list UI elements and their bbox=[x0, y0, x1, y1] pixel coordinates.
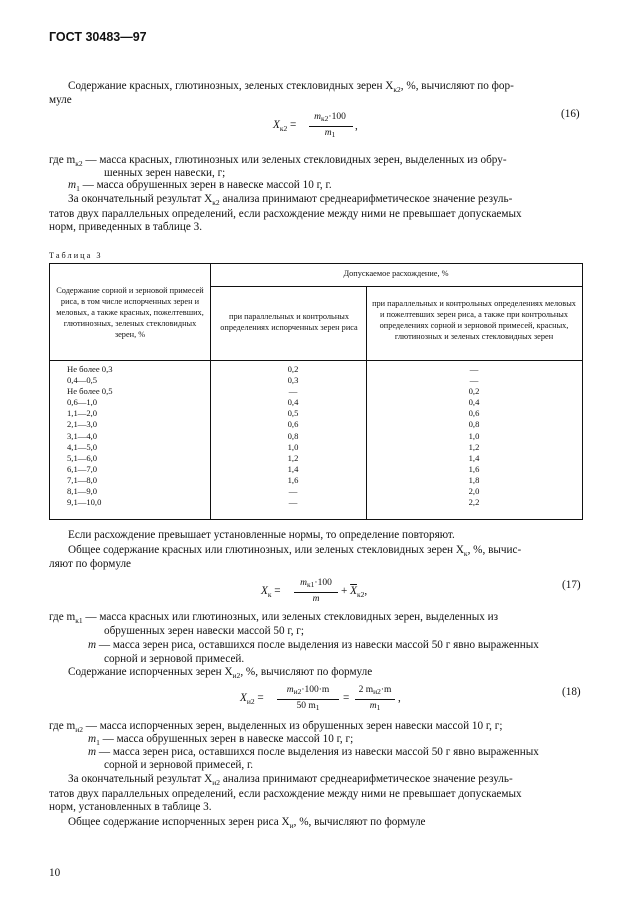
table-col1-header: Содержание сорной и зерновой примесей риса, в том числе испорченных зерен и меловых, а также красных, пожелтевших, глютинозных, зеленых стекловидных зерен, % bbox=[56, 286, 204, 339]
table-cell-c2: 0,4 bbox=[287, 397, 299, 408]
table-col2-header: при параллельных и контрольных определениях испорченных зерен риса bbox=[220, 312, 358, 332]
where3-line1: где $m_{и2}$ — масса испорченных зерен, выделенных из обрушенных зерен навески массой 10 г, г; bbox=[49, 720, 503, 734]
where2-m-line1: m — масса зерен риса, оставшихся после выделения из навески массой 50 г явно выраженных bbox=[88, 639, 539, 651]
para1-line1: Содержание красных, глютинозных, зеленых стекловидных зерен $X_{к2}$, %, вычисляют по фор- bbox=[68, 80, 514, 94]
table-group-header: Допускаемое расхождение, % bbox=[343, 269, 449, 278]
table-cell-c3: 1,4 bbox=[468, 452, 480, 463]
para6-line1: За окончательный результат $X_{и2}$ анализа принимают среднеарифметическое значение резуль- bbox=[68, 773, 513, 787]
table-cell-range: Не более 0,5 bbox=[67, 386, 113, 397]
where1-m1: $m_1$ — масса обрушенных зерен в навеске массой 10 г, г. bbox=[68, 179, 332, 193]
table-cell-c3: 0,8 bbox=[468, 419, 480, 430]
table-col-range bbox=[67, 364, 113, 508]
table-cell-range: 2,1—3,0 bbox=[67, 419, 98, 430]
para1-line2: муле bbox=[49, 94, 72, 106]
where3-m-line1: m — масса зерен риса, оставшихся после выделения из навески массой 50 г явно выраженных bbox=[88, 746, 539, 758]
table-cell-c3: 1,2 bbox=[468, 441, 480, 452]
table-col3-header: при параллельных и контрольных определениях меловых и пожелтевших зерен риса, а также при контрольных определениях сорной и зерновой примесей, красных, глютинозных и зеленых стекловидных зерен bbox=[372, 299, 576, 341]
table-cell-c3: — bbox=[469, 364, 479, 374]
table-cell-c2: 0,6 bbox=[287, 419, 299, 430]
table-cell-c2: — bbox=[288, 497, 298, 508]
para6-line3: норм, установленных в таблице 3. bbox=[49, 801, 212, 813]
page-number: 10 bbox=[49, 867, 61, 879]
formula-16-number: (16) bbox=[561, 108, 580, 120]
table-col-c3 bbox=[459, 364, 489, 508]
table-cell-c3: 0,2 bbox=[468, 386, 480, 397]
table-cell-range: 8,1—9,0 bbox=[67, 486, 98, 497]
table-cell-c3: 0,6 bbox=[468, 408, 480, 419]
table-cell-range: 0,4—0,5 bbox=[67, 375, 98, 386]
table-cell-range: 3,1—4,0 bbox=[67, 430, 98, 441]
table-cell-c2: 0,3 bbox=[287, 375, 299, 386]
table-cell-c2: 1,4 bbox=[287, 463, 299, 474]
table-col-c2 bbox=[278, 364, 308, 508]
table-cell-c2: 1,6 bbox=[287, 474, 299, 485]
table-cell-c3: — bbox=[469, 375, 479, 386]
table-cell-c2: 0,8 bbox=[287, 430, 299, 441]
table-cell-c2: 0,5 bbox=[287, 408, 299, 419]
para2-line1: За окончательный результат $X_{к2}$ анализа принимают среднеарифметическое значение резуль- bbox=[68, 193, 513, 207]
where2-line2: обрушенных зерен навески массой 50 г, г; bbox=[104, 625, 304, 637]
para2-line3: норм, приведенных в таблице 3. bbox=[49, 221, 203, 233]
table-cell-range: 9,1—10,0 bbox=[67, 497, 102, 508]
table-cell-range: Не более 0,3 bbox=[67, 364, 113, 374]
table-cell-c2: — bbox=[288, 486, 298, 497]
para4-line2: ляют по формуле bbox=[49, 558, 131, 570]
table-cell-range: 6,1—7,0 bbox=[67, 463, 98, 474]
table-cell-c2: 0,2 bbox=[287, 364, 299, 374]
formula-18-number: (18) bbox=[562, 686, 581, 698]
doc-code-header: ГОСТ 30483—97 bbox=[49, 30, 147, 44]
table-cell-c2: — bbox=[288, 386, 298, 397]
table-cell-range: 0,6—1,0 bbox=[67, 397, 98, 408]
table-cell-range: 5,1—6,0 bbox=[67, 452, 98, 463]
para3: Если расхождение превышает установленные нормы, то определение повторяют. bbox=[68, 529, 455, 541]
para6-line2: татов двух параллельных определений, если расхождение между ними не превышает допускаемых bbox=[49, 788, 522, 800]
para5: Содержание испорченных зерен $X_{и2}$, %, вычисляют по формуле bbox=[68, 666, 373, 680]
table-cell-c3: 2,0 bbox=[468, 486, 480, 497]
where3-m1: $m_1$ — масса обрушенных зерен в навеске массой 10 г, г; bbox=[88, 733, 354, 747]
para4-line1: Общее содержание красных или глютинозных, или зеленых стекловидных зерен $X_к$, %, вычис- bbox=[68, 544, 522, 558]
para7: Общее содержание испорченных зерен риса $X_и$, %, вычисляют по формуле bbox=[68, 816, 426, 830]
where1-line1: где $m_{к2}$ — масса красных, глютинозных или зеленых стекловидных зерен, выделенных из обру- bbox=[49, 154, 507, 168]
para2-line2: татов двух параллельных определений, если расхождение между ними не превышает допускаемых bbox=[49, 208, 522, 220]
table-cell-range: 7,1—8,0 bbox=[67, 474, 98, 485]
formula-17-number: (17) bbox=[562, 579, 581, 591]
table-cell-c2: 1,2 bbox=[287, 452, 299, 463]
table-cell-c3: 0,4 bbox=[468, 397, 480, 408]
table-cell-c3: 2,2 bbox=[468, 497, 480, 508]
table-cell-c3: 1,0 bbox=[468, 430, 480, 441]
where2-m-line2: сорной и зерновой примесей. bbox=[104, 653, 245, 665]
table-cell-c2: 1,0 bbox=[287, 441, 299, 452]
where1-line2: шенных зерен навески, г; bbox=[104, 167, 226, 179]
table-cell-range: 1,1—2,0 bbox=[67, 408, 98, 419]
where2-line1: где $m_{к1}$ — масса красных или глютинозных, или зеленых стекловидных зерен, выделенных из bbox=[49, 611, 499, 625]
table-cell-c3: 1,8 bbox=[468, 474, 480, 485]
table-caption: Таблица 3 bbox=[49, 251, 103, 260]
table-cell-c3: 1,6 bbox=[468, 463, 480, 474]
where3-m-line2: сорной и зерновой примесей, г. bbox=[104, 759, 254, 771]
table-cell-range: 4,1—5,0 bbox=[67, 441, 98, 452]
